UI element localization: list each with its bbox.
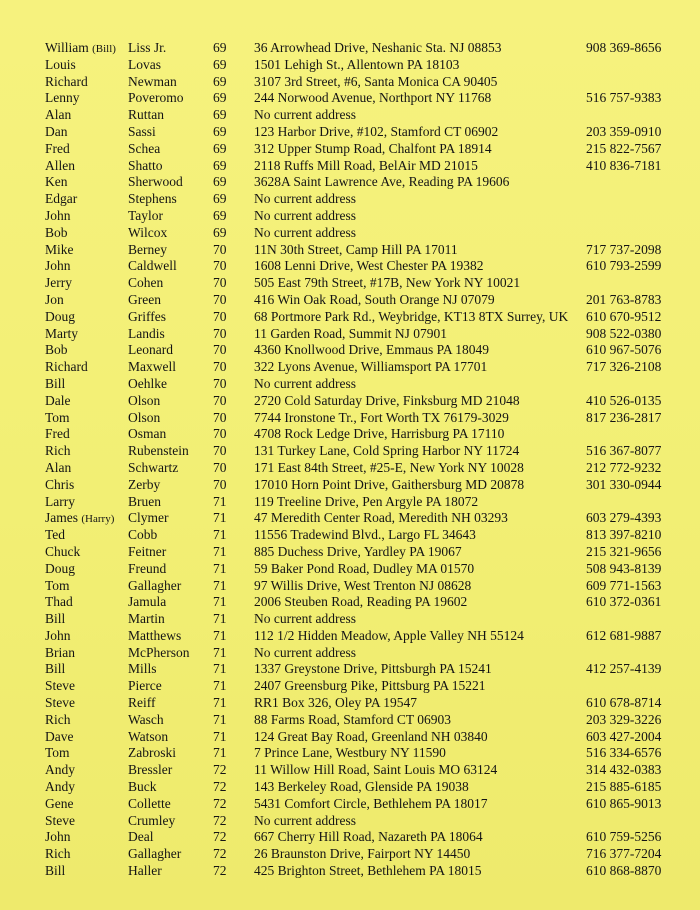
address: 322 Lyons Avenue, Williamsport PA 17701	[254, 359, 488, 375]
first-name: Lenny	[45, 90, 80, 106]
first-name: Dave	[45, 728, 74, 744]
table-row	[0, 309, 700, 326]
first-name: Ted	[45, 527, 66, 543]
class-year: 71	[213, 644, 227, 660]
first-name: Marty	[45, 325, 78, 341]
phone-number: 610 868-8870	[586, 863, 662, 879]
last-name: Schea	[128, 140, 161, 156]
first-name: Dan	[45, 123, 68, 139]
address: 885 Duchess Drive, Yardley PA 19067	[254, 543, 462, 559]
class-year: 69	[213, 90, 227, 106]
phone-number: 215 321-9656	[586, 543, 662, 559]
phone-number: 610 372-0361	[586, 594, 662, 610]
first-name: Bill	[45, 375, 66, 391]
class-year: 71	[213, 577, 227, 593]
class-year: 69	[213, 107, 227, 123]
last-name: Mills	[128, 661, 157, 677]
phone-number: 610 678-8714	[586, 695, 662, 711]
address: 667 Cherry Hill Road, Nazareth PA 18064	[254, 829, 483, 845]
class-year: 69	[213, 224, 227, 240]
phone-number: 301 330-0944	[586, 476, 662, 492]
table-row	[0, 342, 700, 359]
phone-number: 610 670-9512	[586, 308, 662, 324]
phone-number: 603 427-2004	[586, 728, 662, 744]
table-row	[0, 225, 700, 242]
last-name: Olson	[128, 409, 161, 425]
class-year: 69	[213, 56, 227, 72]
address: No current address	[254, 375, 356, 391]
class-year: 69	[213, 40, 227, 55]
table-row	[0, 292, 700, 309]
class-year: 71	[213, 745, 227, 761]
address: No current address	[254, 812, 356, 828]
table-row	[0, 695, 700, 712]
last-name: Jamula	[128, 594, 167, 610]
last-name: Zabroski	[128, 745, 176, 761]
last-name: Wasch	[128, 711, 164, 727]
class-year: 72	[213, 846, 227, 862]
last-name: Freund	[128, 560, 167, 576]
table-row	[0, 796, 700, 813]
class-year: 69	[213, 191, 227, 207]
table-row	[0, 829, 700, 846]
first-name: Mike	[45, 241, 74, 257]
phone-number: 717 737-2098	[586, 241, 662, 257]
last-name: Taylor	[128, 207, 164, 223]
last-name: Stephens	[128, 191, 177, 207]
phone-number: 610 967-5076	[586, 342, 662, 358]
address: 11556 Tradewind Blvd., Largo FL 34643	[254, 527, 476, 543]
first-name: Bob	[45, 342, 68, 358]
nickname: (Harry)	[81, 513, 115, 526]
table-row	[0, 258, 700, 275]
address: 7744 Ironstone Tr., Fort Worth TX 76179-3029	[254, 409, 509, 425]
class-year: 69	[213, 123, 227, 139]
first-name: Steve	[45, 695, 75, 711]
last-name: Gallagher	[128, 846, 182, 862]
table-row	[0, 578, 700, 595]
first-name: Richard	[45, 359, 88, 375]
table-row	[0, 74, 700, 91]
first-name: Dale	[45, 392, 71, 408]
table-row	[0, 326, 700, 343]
last-name: Poveromo	[128, 90, 184, 106]
first-name: Larry	[45, 493, 75, 509]
phone-number: 215 885-6185	[586, 779, 662, 795]
class-year: 69	[213, 157, 227, 173]
first-name: Edgar	[45, 191, 78, 207]
phone-number: 717 326-2108	[586, 359, 662, 375]
class-year: 70	[213, 291, 227, 307]
table-row	[0, 762, 700, 779]
last-name: Gallagher	[128, 577, 182, 593]
address: 119 Treeline Drive, Pen Argyle PA 18072	[254, 493, 479, 509]
phone-number: 201 763-8783	[586, 291, 662, 307]
address: 97 Willis Drive, West Trenton NJ 08628	[254, 577, 472, 593]
class-year: 71	[213, 711, 227, 727]
table-row	[0, 729, 700, 746]
table-row	[0, 275, 700, 292]
address: 68 Portmore Park Rd., Weybridge, KT13 8TX Surrey, UK	[254, 308, 569, 324]
class-year: 71	[213, 560, 227, 576]
address: No current address	[254, 644, 356, 660]
table-row	[0, 611, 700, 628]
first-name: Rich	[45, 443, 71, 459]
last-name: Clymer	[128, 510, 169, 526]
address: 2720 Cold Saturday Drive, Finksburg MD 21048	[254, 392, 520, 408]
phone-number: 716 377-7204	[586, 846, 662, 862]
phone-number: 516 334-6576	[586, 745, 662, 761]
address: 26 Braunston Drive, Fairport NY 14450	[254, 846, 471, 862]
table-row	[0, 628, 700, 645]
first-name: Thad	[45, 594, 73, 610]
class-year: 71	[213, 527, 227, 543]
class-year: 69	[213, 207, 227, 223]
table-row	[0, 779, 700, 796]
class-year: 71	[213, 510, 227, 526]
table-row	[0, 544, 700, 561]
first-name: Bill	[45, 611, 66, 627]
table-row	[0, 561, 700, 578]
table-row	[0, 712, 700, 729]
address: No current address	[254, 224, 356, 240]
class-year: 72	[213, 863, 227, 879]
first-name: John	[45, 207, 71, 223]
first-name: Rich	[45, 846, 71, 862]
first-name: Louis	[45, 56, 76, 72]
class-year: 71	[213, 493, 227, 509]
first-name: John	[45, 829, 71, 845]
phone-number: 610 865-9013	[586, 795, 662, 811]
first-name: Bill	[45, 863, 66, 879]
table-row	[0, 174, 700, 191]
table-row	[0, 678, 700, 695]
last-name: Sassi	[128, 123, 156, 139]
phone-number: 609 771-1563	[586, 577, 662, 593]
last-name: Sherwood	[128, 174, 183, 190]
phone-number: 508 943-8139	[586, 560, 662, 576]
first-name: John	[45, 627, 71, 643]
class-year: 70	[213, 308, 227, 324]
address: 2407 Greensburg Pike, Pittsburg PA 15221	[254, 678, 486, 694]
table-row	[0, 158, 700, 175]
address: 88 Farms Road, Stamford CT 06903	[254, 711, 451, 727]
address: 1608 Lenni Drive, West Chester PA 19382	[254, 258, 484, 274]
last-name: Deal	[128, 829, 154, 845]
table-row	[0, 443, 700, 460]
class-year: 71	[213, 627, 227, 643]
first-name: Gene	[45, 795, 74, 811]
first-name: Bill	[45, 661, 66, 677]
last-name: Cobb	[128, 527, 158, 543]
first-name: William (Bill)	[45, 40, 116, 55]
last-name: Cohen	[128, 275, 164, 291]
address: 123 Harbor Drive, #102, Stamford CT 06902	[254, 123, 499, 139]
class-year: 72	[213, 762, 227, 778]
first-name: Steve	[45, 812, 75, 828]
class-year: 70	[213, 459, 227, 475]
class-year: 70	[213, 359, 227, 375]
address: 7 Prince Lane, Westbury NY 11590	[254, 745, 446, 761]
nickname: (Bill)	[92, 43, 116, 55]
last-name: Feitner	[128, 543, 167, 559]
last-name: Zerby	[128, 476, 161, 492]
last-name: Matthews	[128, 627, 182, 643]
table-row	[0, 90, 700, 107]
class-year: 70	[213, 476, 227, 492]
first-name: Tom	[45, 577, 70, 593]
class-year: 71	[213, 661, 227, 677]
first-name: Allen	[45, 157, 75, 173]
last-name: Lovas	[128, 56, 161, 72]
class-year: 71	[213, 695, 227, 711]
table-row	[0, 645, 700, 662]
last-name: Schwartz	[128, 459, 179, 475]
address: 425 Brighton Street, Bethlehem PA 18015	[254, 863, 482, 879]
phone-number: 516 757-9383	[586, 90, 662, 106]
class-year: 70	[213, 258, 227, 274]
first-name: Alan	[45, 459, 72, 475]
last-name: Collette	[128, 795, 171, 811]
phone-number: 908 522-0380	[586, 325, 662, 341]
address: 312 Upper Stump Road, Chalfont PA 18914	[254, 140, 492, 156]
class-year: 72	[213, 795, 227, 811]
table-row	[0, 40, 700, 57]
first-name: Tom	[45, 745, 70, 761]
class-year: 70	[213, 443, 227, 459]
last-name: Landis	[128, 325, 165, 341]
phone-number: 215 822-7567	[586, 140, 662, 156]
class-year: 70	[213, 325, 227, 341]
phone-number: 610 759-5256	[586, 829, 662, 845]
first-name: Doug	[45, 308, 75, 324]
first-name: Bob	[45, 224, 68, 240]
first-name: Tom	[45, 409, 70, 425]
table-row	[0, 410, 700, 427]
phone-number: 813 397-8210	[586, 527, 662, 543]
table-row	[0, 426, 700, 443]
address: No current address	[254, 107, 356, 123]
address: 1337 Greystone Drive, Pittsburgh PA 15241	[254, 661, 492, 677]
last-name: Shatto	[128, 157, 163, 173]
last-name: Berney	[128, 241, 167, 257]
class-year: 71	[213, 728, 227, 744]
first-name: Doug	[45, 560, 75, 576]
address: 3628A Saint Lawrence Ave, Reading PA 19606	[254, 174, 510, 190]
table-row	[0, 57, 700, 74]
first-name: Andy	[45, 779, 75, 795]
table-row	[0, 846, 700, 863]
first-name: Richard	[45, 73, 88, 89]
address: 11 Willow Hill Road, Saint Louis MO 63124	[254, 762, 498, 778]
address: No current address	[254, 207, 356, 223]
last-name: Buck	[128, 779, 157, 795]
address: 11N 30th Street, Camp Hill PA 17011	[254, 241, 458, 257]
last-name: Wilcox	[128, 224, 168, 240]
phone-number: 612 681-9887	[586, 627, 662, 643]
last-name: Liss Jr.	[128, 40, 167, 55]
address: 112 1/2 Hidden Meadow, Apple Valley NH 55124	[254, 627, 524, 643]
address: 36 Arrowhead Drive, Neshanic Sta. NJ 08853	[254, 40, 502, 55]
phone-number: 817 236-2817	[586, 409, 662, 425]
last-name: Green	[128, 291, 161, 307]
table-row	[0, 863, 700, 880]
last-name: Leonard	[128, 342, 173, 358]
last-name: Rubenstein	[128, 443, 189, 459]
address: 4708 Rock Ledge Drive, Harrisburg PA 17110	[254, 426, 505, 442]
first-name: Steve	[45, 678, 75, 694]
last-name: Osman	[128, 426, 167, 442]
class-year: 72	[213, 812, 227, 828]
address: No current address	[254, 611, 356, 627]
table-row	[0, 124, 700, 141]
phone-number: 212 772-9232	[586, 459, 662, 475]
class-year: 69	[213, 73, 227, 89]
class-year: 71	[213, 611, 227, 627]
address: 244 Norwood Avenue, Northport NY 11768	[254, 90, 492, 106]
table-row	[0, 510, 700, 527]
last-name: Olson	[128, 392, 161, 408]
class-year: 70	[213, 342, 227, 358]
address: 3107 3rd Street, #6, Santa Monica CA 90405	[254, 73, 498, 89]
table-row	[0, 527, 700, 544]
table-row	[0, 661, 700, 678]
class-year: 70	[213, 241, 227, 257]
table-row	[0, 242, 700, 259]
address: 124 Great Bay Road, Greenland NH 03840	[254, 728, 488, 744]
first-name: Fred	[45, 426, 70, 442]
alumni-roster	[0, 40, 700, 880]
address: 2006 Steuben Road, Reading PA 19602	[254, 594, 468, 610]
phone-number: 203 329-3226	[586, 711, 662, 727]
phone-number: 516 367-8077	[586, 443, 662, 459]
class-year: 70	[213, 409, 227, 425]
first-name: Fred	[45, 140, 70, 156]
class-year: 70	[213, 426, 227, 442]
table-row	[0, 745, 700, 762]
table-row	[0, 813, 700, 830]
address: 2118 Ruffs Mill Road, BelAir MD 21015	[254, 157, 478, 173]
table-row	[0, 107, 700, 124]
last-name: Martin	[128, 611, 165, 627]
first-name: Chuck	[45, 543, 81, 559]
last-name: Bressler	[128, 762, 173, 778]
class-year: 72	[213, 829, 227, 845]
last-name: Crumley	[128, 812, 176, 828]
phone-number: 410 836-7181	[586, 157, 662, 173]
last-name: Haller	[128, 863, 162, 879]
last-name: Maxwell	[128, 359, 176, 375]
address: 59 Baker Pond Road, Dudley MA 01570	[254, 560, 475, 576]
table-row	[0, 393, 700, 410]
class-year: 69	[213, 140, 227, 156]
address: 416 Win Oak Road, South Orange NJ 07079	[254, 291, 495, 307]
address: 47 Meredith Center Road, Meredith NH 03293	[254, 510, 508, 526]
first-name: John	[45, 258, 71, 274]
class-year: 70	[213, 275, 227, 291]
phone-number: 314 432-0383	[586, 762, 662, 778]
last-name: Ruttan	[128, 107, 164, 123]
first-name: Brian	[45, 644, 75, 660]
class-year: 69	[213, 174, 227, 190]
address: 5431 Comfort Circle, Bethlehem PA 18017	[254, 795, 488, 811]
last-name: Bruen	[128, 493, 161, 509]
last-name: Pierce	[128, 678, 162, 694]
class-year: 71	[213, 543, 227, 559]
table-row	[0, 376, 700, 393]
first-name: Rich	[45, 711, 71, 727]
last-name: Caldwell	[128, 258, 177, 274]
first-name: Alan	[45, 107, 72, 123]
address: 143 Berkeley Road, Glenside PA 19038	[254, 779, 469, 795]
table-row	[0, 460, 700, 477]
first-name: Jerry	[45, 275, 72, 291]
class-year: 70	[213, 375, 227, 391]
last-name: McPherson	[128, 644, 190, 660]
table-row	[0, 191, 700, 208]
table-row	[0, 141, 700, 158]
address: 1501 Lehigh St., Allentown PA 18103	[254, 56, 460, 72]
first-name: Jon	[45, 291, 64, 307]
phone-number: 603 279-4393	[586, 510, 662, 526]
table-row	[0, 208, 700, 225]
first-name: Ken	[45, 174, 68, 190]
address: 171 East 84th Street, #25-E, New York NY 10028	[254, 459, 524, 475]
address: RR1 Box 326, Oley PA 19547	[254, 695, 418, 711]
address: 11 Garden Road, Summit NJ 07901	[254, 325, 447, 341]
phone-number: 610 793-2599	[586, 258, 662, 274]
address: 505 East 79th Street, #17B, New York NY 10021	[254, 275, 521, 291]
table-row	[0, 477, 700, 494]
class-year: 71	[213, 594, 227, 610]
last-name: Oehlke	[128, 375, 167, 391]
table-row	[0, 494, 700, 511]
phone-number: 908 369-8656	[586, 40, 662, 55]
phone-number: 412 257-4139	[586, 661, 662, 677]
first-name: Chris	[45, 476, 75, 492]
address: 4360 Knollwood Drive, Emmaus PA 18049	[254, 342, 490, 358]
address: 17010 Horn Point Drive, Gaithersburg MD 20878	[254, 476, 525, 492]
class-year: 70	[213, 392, 227, 408]
first-name: Andy	[45, 762, 75, 778]
table-row	[0, 359, 700, 376]
phone-number: 410 526-0135	[586, 392, 662, 408]
last-name: Reiff	[128, 695, 156, 711]
last-name: Griffes	[128, 308, 166, 324]
first-name: James (Harry)	[45, 510, 115, 526]
phone-number: 203 359-0910	[586, 123, 662, 139]
address: No current address	[254, 191, 356, 207]
last-name: Watson	[128, 728, 169, 744]
address: 131 Turkey Lane, Cold Spring Harbor NY 11724	[254, 443, 520, 459]
table-row	[0, 594, 700, 611]
class-year: 71	[213, 678, 227, 694]
last-name: Newman	[128, 73, 177, 89]
class-year: 72	[213, 779, 227, 795]
